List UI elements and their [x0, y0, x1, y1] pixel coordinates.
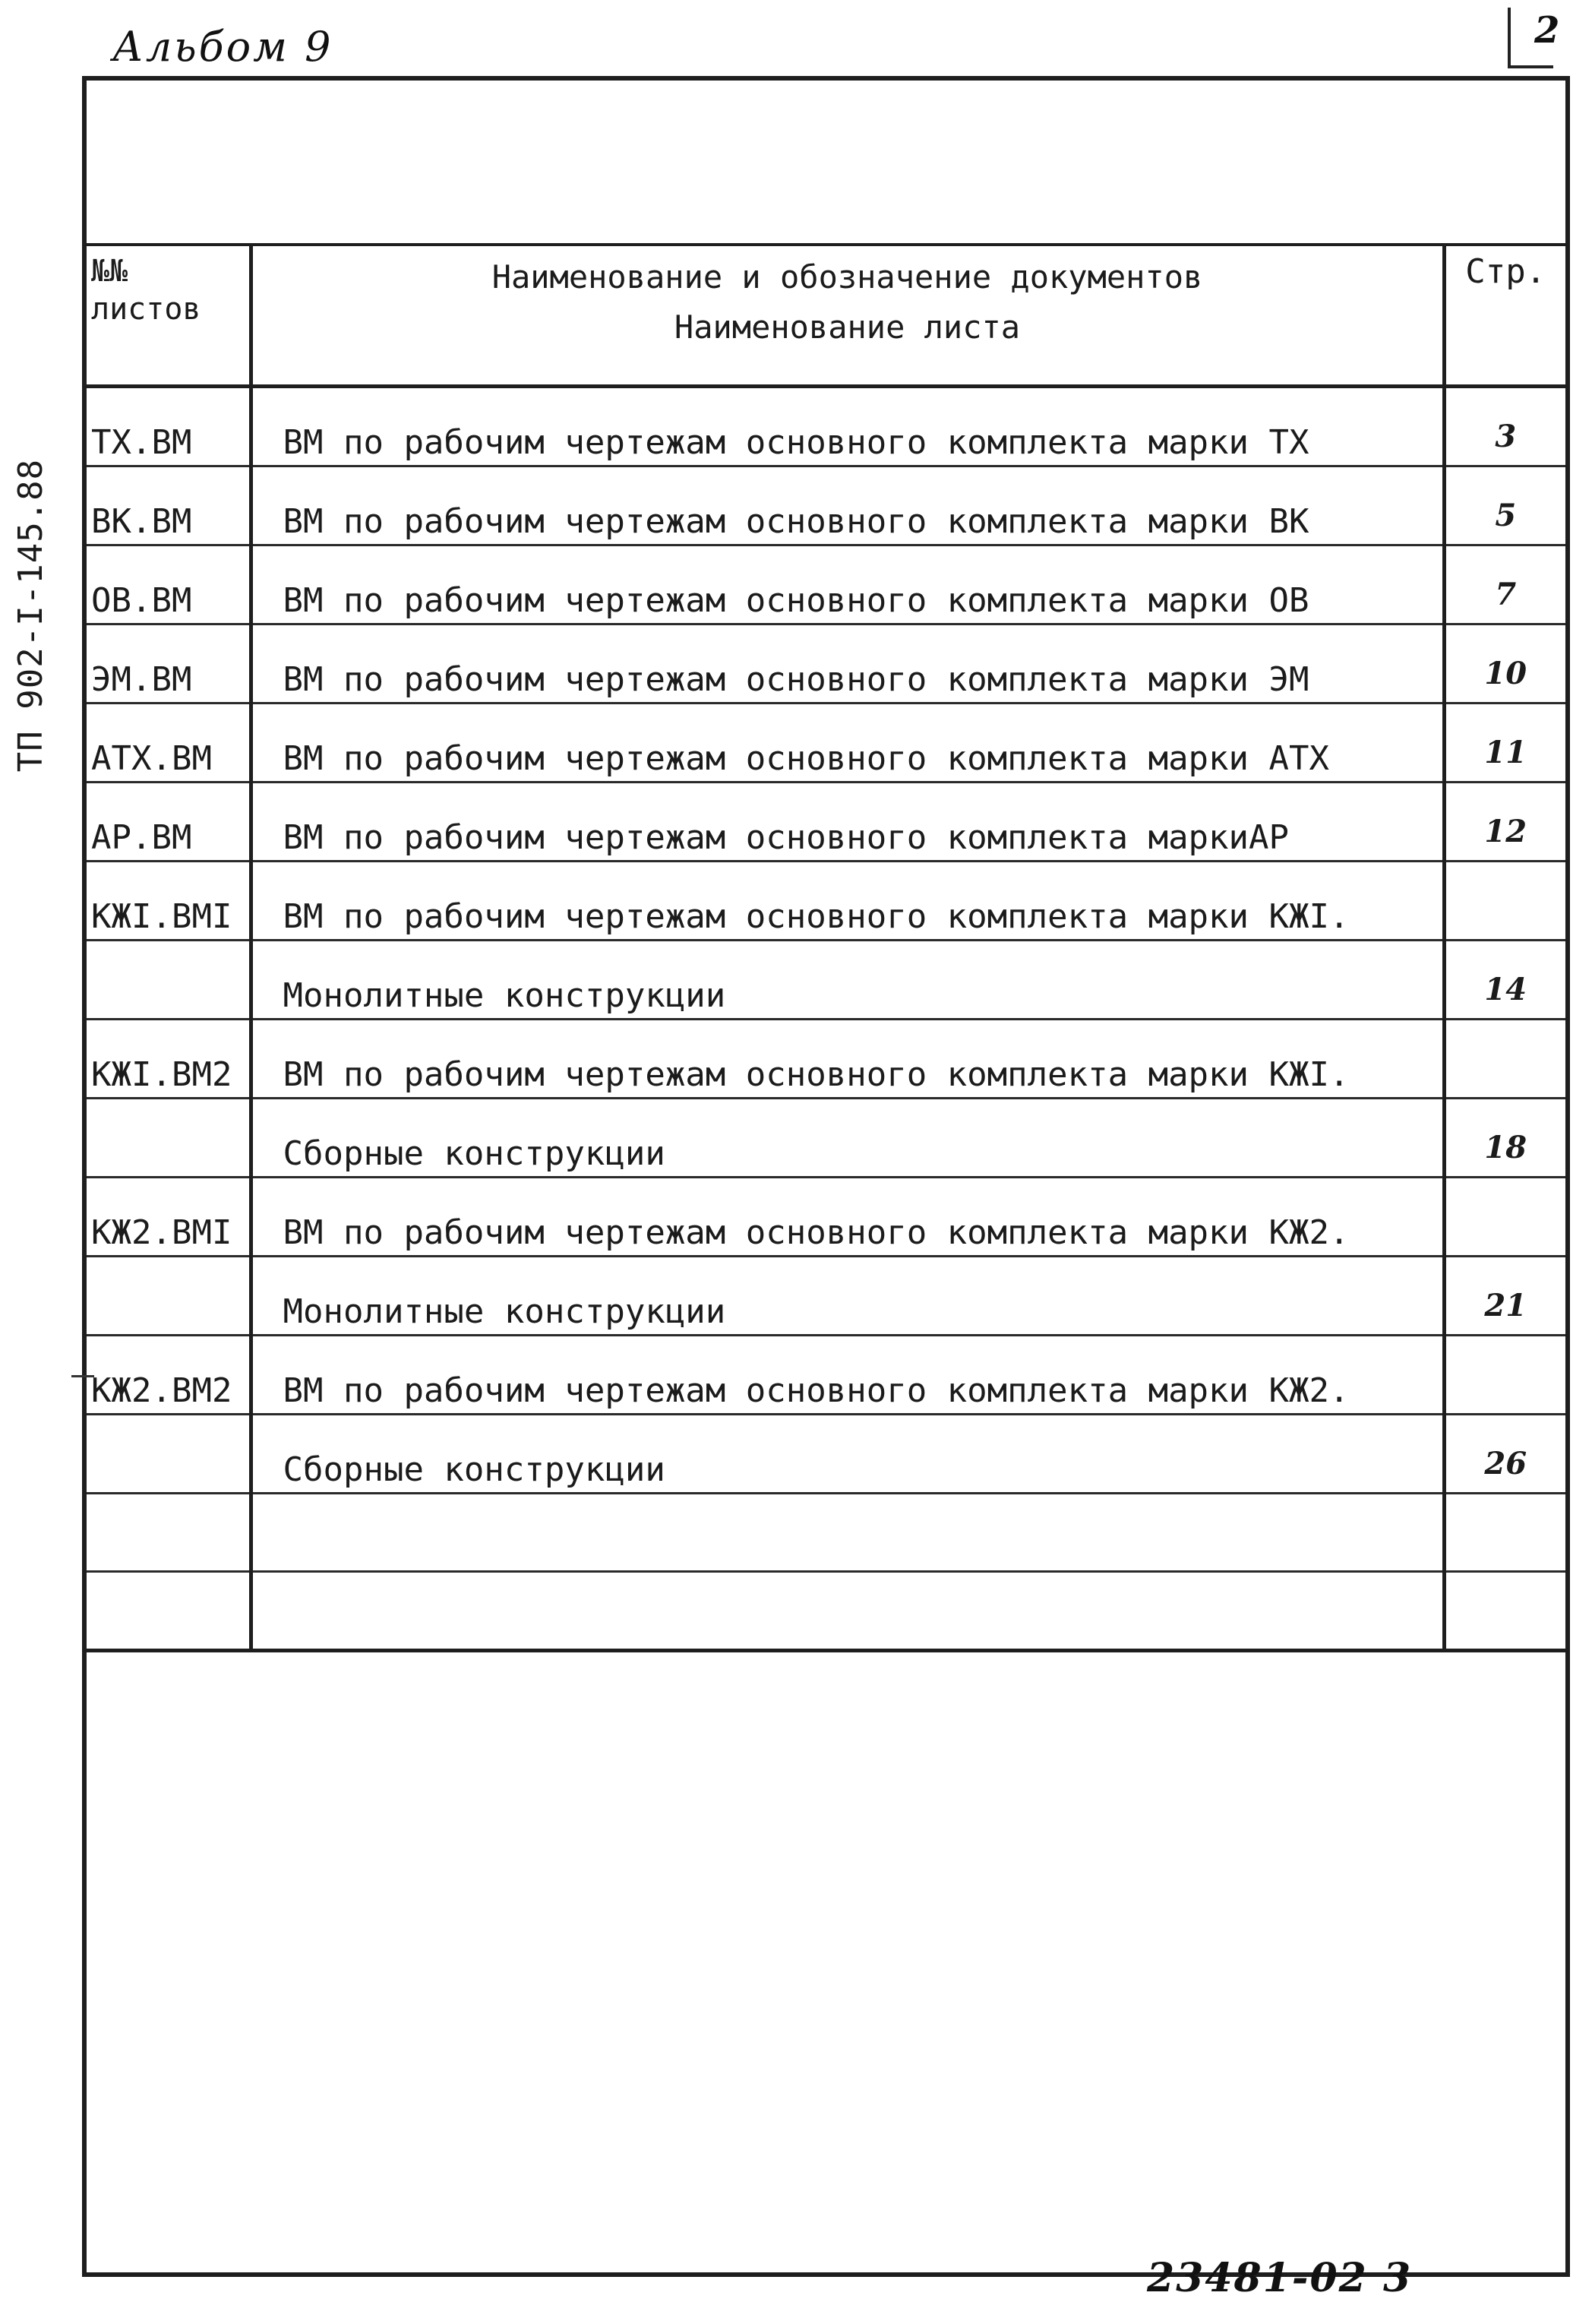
table-row [87, 545, 1565, 624]
sheet-code: КЖ2.ВМ2 [87, 1336, 251, 1415]
sheet-name: ВМ по рабочим чертежам основного комплекта марки КЖI. [251, 862, 1444, 941]
sheet-page [1444, 1178, 1565, 1257]
header-document-name: Наименование и обозначение документов Наименование листа [251, 245, 1444, 387]
sheet-code [87, 941, 251, 1020]
sheet-code [87, 1099, 251, 1178]
sheet-name: Сборные конструкции [251, 1099, 1444, 1178]
sheet-name: ВМ по рабочим чертежам основного комплекта марки КЖ2. [251, 1178, 1444, 1257]
sheet-name: ВМ по рабочим чертежам основного комплекта марки ЭМ [251, 624, 1444, 704]
sheet-page: 14 [1444, 941, 1565, 1020]
sheet-code: ТХ.ВМ [87, 387, 251, 466]
sheet-name: Монолитные конструкции [251, 941, 1444, 1020]
table-row [87, 1178, 1565, 1257]
empty-cell [1444, 1572, 1565, 1651]
table-row [87, 783, 1565, 862]
empty-cell [87, 1494, 251, 1572]
sheet-name: ВМ по рабочим чертежам основного комплекта марки ОВ [251, 545, 1444, 624]
sheet-code: КЖ2.ВМI [87, 1178, 251, 1257]
sheet-code: ОВ.ВМ [87, 545, 251, 624]
table-row [87, 1336, 1565, 1415]
sheet-page [1444, 1336, 1565, 1415]
table-row [87, 387, 1565, 466]
sheet-page [1444, 862, 1565, 941]
sheet-name: ВМ по рабочим чертежам основного комплекта маркиАР [251, 783, 1444, 862]
empty-row [87, 1572, 1565, 1651]
sheet-code: АР.ВМ [87, 783, 251, 862]
sheet-page: 3 [1444, 387, 1565, 466]
table-header [87, 245, 1565, 387]
sheet-page: 10 [1444, 624, 1565, 704]
sheet-page: 26 [1444, 1415, 1565, 1494]
table-row [87, 862, 1565, 941]
table-row [87, 941, 1565, 1020]
header-sheet-number: №№ листов [87, 245, 251, 387]
table-row [87, 704, 1565, 783]
sheet-name: Сборные конструкции [251, 1415, 1444, 1494]
sheet-name: ВМ по рабочим чертежам основного комплекта марки ВК [251, 466, 1444, 545]
table-row [87, 1415, 1565, 1494]
empty-cell [87, 1572, 251, 1651]
sheet-page [1444, 1020, 1565, 1099]
document-number: 23481-02 3 [1147, 2255, 1413, 2301]
sheet-page: 7 [1444, 545, 1565, 624]
sheet-code [87, 1415, 251, 1494]
sheet-code: АТХ.ВМ [87, 704, 251, 783]
sheet-code: КЖI.ВМI [87, 862, 251, 941]
sheet-code [87, 1257, 251, 1336]
sheet-name: ВМ по рабочим чертежам основного комплекта марки АТХ [251, 704, 1444, 783]
sheet-page: 5 [1444, 466, 1565, 545]
table-row [87, 1099, 1565, 1178]
sheet-page: 11 [1444, 704, 1565, 783]
sheet-code: ВК.ВМ [87, 466, 251, 545]
sheet-name: Монолитные конструкции [251, 1257, 1444, 1336]
corner-mark-underline [1508, 65, 1553, 68]
album-label: Альбом 9 [112, 23, 333, 71]
contents-table [87, 243, 1565, 1652]
table-row [87, 1257, 1565, 1336]
sheet-name: ВМ по рабочим чертежам основного комплекта марки КЖ2. [251, 1336, 1444, 1415]
sheet-page: 21 [1444, 1257, 1565, 1336]
header-page: Стр. [1444, 245, 1565, 387]
table-row [87, 1020, 1565, 1099]
sheet-name: ВМ по рабочим чертежам основного комплекта марки КЖI. [251, 1020, 1444, 1099]
page-number: 2 [1534, 9, 1560, 52]
side-designation: ТП 902-I-145.88 [11, 458, 50, 773]
sheet-name: ВМ по рабочим чертежам основного комплекта марки ТХ [251, 387, 1444, 466]
sheet-code: КЖI.ВМ2 [87, 1020, 251, 1099]
sheet-page: 12 [1444, 783, 1565, 862]
empty-cell [251, 1572, 1444, 1651]
table-row [87, 624, 1565, 704]
empty-cell [1444, 1494, 1565, 1572]
sheet-page: 18 [1444, 1099, 1565, 1178]
empty-row [87, 1494, 1565, 1572]
empty-cell [251, 1494, 1444, 1572]
sheet-code: ЭМ.ВМ [87, 624, 251, 704]
corner-mark [1508, 8, 1511, 68]
table-row [87, 466, 1565, 545]
